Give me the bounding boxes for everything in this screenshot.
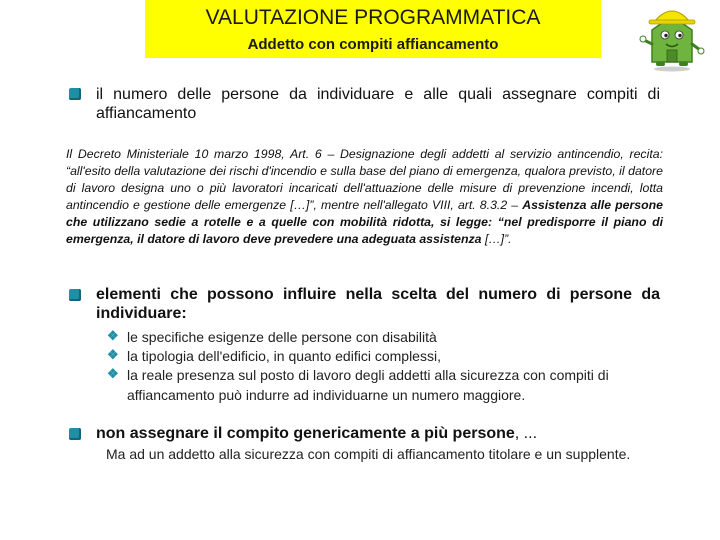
section3-text	[96, 424, 660, 443]
diamond-bullet-icon: ❖	[107, 347, 119, 362]
section3-rest: , ...	[514, 425, 538, 442]
square-bullet-icon	[69, 88, 81, 100]
section2-bold: elementi che possono influire nella scelta del numero di persone da individuare:	[96, 286, 660, 322]
list-item-text: la tipologia dell'edificio, in quanto edifici complessi,	[127, 348, 441, 364]
decree-quote	[66, 146, 663, 248]
title-banner	[145, 0, 601, 58]
list-item-text: le specifiche esigenze delle persone con disabilità	[127, 329, 437, 345]
list-item-text: la reale presenza sul posto di lavoro degli addetti alla sicurezza con compiti di affiancamento può indurre ad individuarne un numero maggiore.	[127, 367, 609, 403]
section2-text	[96, 285, 660, 323]
square-bullet-icon	[69, 289, 81, 301]
quote-part2: Assistenza alle persone che utilizzano sedie a rotelle e a quelle con mobilità ridotta, si legge: “nel predisporre il piano di emergenza, il datore di lavoro deve prevedere una adeguata assistenza	[66, 198, 663, 246]
diamond-bullet-icon: ❖	[107, 366, 119, 381]
quote-part1: Il Decreto Ministeriale 10 marzo 1998, Art. 6 – Designazione degli addetti al servizio antincendio, recita: “all'esito della valutazione dei rischi d'incendio e sulla base del piano di emergenza, qualora previsto, il datore di lavoro designa uno o più lavoratori incaricati dell'attuazione delle misure di prevenzione incendi, lotta antincendio e gestione delle emergenze […]”, mentre nell'allegato VIII, art. 8.3.2 –	[66, 147, 663, 212]
section1-text: il numero delle persone da individuare e alle quali assegnare compiti di affiancamento	[96, 86, 660, 122]
house-mascot-icon	[636, 0, 708, 72]
list-item	[107, 365, 667, 405]
page-title: VALUTAZIONE PROGRAMMATICA	[205, 6, 541, 29]
list-item	[107, 327, 667, 347]
section3-note: Ma ad un addetto alla sicurezza con compiti di affiancamento titolare e un supplente.	[106, 446, 631, 462]
page-subtitle: Addetto con compiti affiancamento	[247, 36, 499, 53]
section3-bold: non assegnare il compito genericamente a più persone	[96, 425, 515, 442]
square-bullet-icon	[69, 428, 81, 440]
quote-part3: […]”.	[481, 232, 512, 246]
list-item	[107, 346, 667, 366]
diamond-bullet-icon: ❖	[107, 328, 119, 343]
